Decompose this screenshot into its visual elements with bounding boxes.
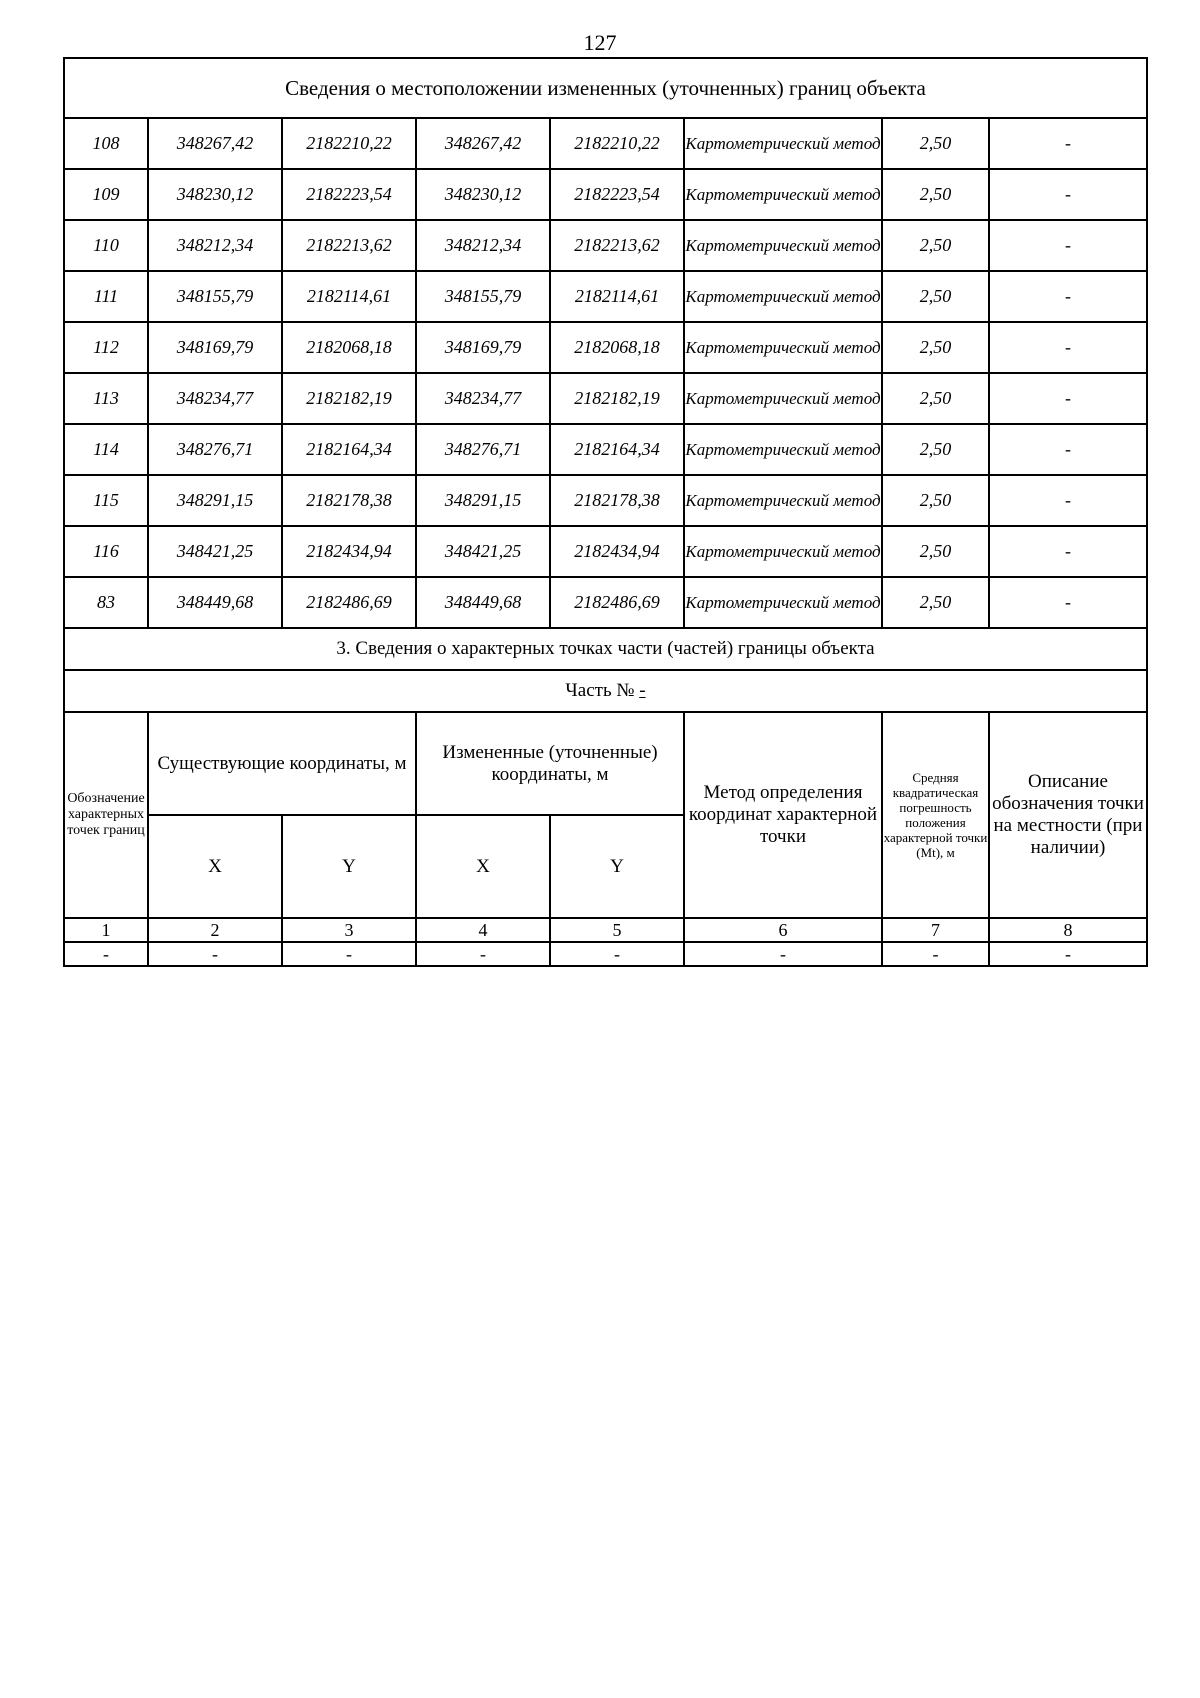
table-row [64, 373, 1147, 424]
changed-y: 2182213,62 [550, 220, 684, 271]
existing-x: 348449,68 [148, 577, 282, 628]
description-cell: - [989, 475, 1147, 526]
column-number: 2 [148, 918, 282, 942]
description-cell: - [989, 526, 1147, 577]
changed-x: 348212,34 [416, 220, 550, 271]
changed-x: 348234,77 [416, 373, 550, 424]
empty-cell: - [148, 942, 282, 966]
method-cell: Картометрический метод [684, 220, 882, 271]
point-id: 83 [64, 577, 148, 628]
column-number: 8 [989, 918, 1147, 942]
method-cell: Картометрический метод [684, 373, 882, 424]
error-cell: 2,50 [882, 220, 989, 271]
method-cell: Картометрический метод [684, 577, 882, 628]
header-changed-coords: Измененные (уточненные) координаты, м [416, 712, 684, 815]
header-method: Метод определения координат характерной точки [684, 712, 882, 918]
changed-y: 2182164,34 [550, 424, 684, 475]
column-number: 3 [282, 918, 416, 942]
point-id: 113 [64, 373, 148, 424]
description-cell: - [989, 322, 1147, 373]
changed-x: 348449,68 [416, 577, 550, 628]
method-cell: Картометрический метод [684, 475, 882, 526]
error-cell: 2,50 [882, 169, 989, 220]
error-cell: 2,50 [882, 373, 989, 424]
existing-y: 2182164,34 [282, 424, 416, 475]
method-cell: Картометрический метод [684, 322, 882, 373]
header-existing-coords: Существующие координаты, м [148, 712, 416, 815]
method-cell: Картометрический метод [684, 271, 882, 322]
header-description: Описание обозначения точки на местности (при наличии) [989, 712, 1147, 918]
changed-y: 2182114,61 [550, 271, 684, 322]
coordinates-table [63, 57, 1148, 967]
header-row [64, 712, 1147, 815]
description-cell: - [989, 169, 1147, 220]
existing-y: 2182178,38 [282, 475, 416, 526]
existing-x: 348169,79 [148, 322, 282, 373]
error-cell: 2,50 [882, 526, 989, 577]
header-error: Средняя квадратическая погрешность положения характерной точки (Mt), м [882, 712, 989, 918]
section-title-row [64, 628, 1147, 670]
changed-y: 2182178,38 [550, 475, 684, 526]
existing-x: 348234,77 [148, 373, 282, 424]
table-title-row [64, 58, 1147, 118]
existing-y: 2182182,19 [282, 373, 416, 424]
changed-x: 348169,79 [416, 322, 550, 373]
empty-cell: - [989, 942, 1147, 966]
changed-x: 348276,71 [416, 424, 550, 475]
changed-y: 2182486,69 [550, 577, 684, 628]
empty-cell: - [550, 942, 684, 966]
changed-x: 348291,15 [416, 475, 550, 526]
existing-y: 2182068,18 [282, 322, 416, 373]
column-number: 7 [882, 918, 989, 942]
method-cell: Картометрический метод [684, 526, 882, 577]
column-number: 6 [684, 918, 882, 942]
point-id: 112 [64, 322, 148, 373]
column-number: 4 [416, 918, 550, 942]
existing-y: 2182434,94 [282, 526, 416, 577]
header-y-existing: Y [282, 815, 416, 918]
existing-y: 2182486,69 [282, 577, 416, 628]
point-id: 115 [64, 475, 148, 526]
changed-x: 348267,42 [416, 118, 550, 169]
error-cell: 2,50 [882, 475, 989, 526]
existing-x: 348276,71 [148, 424, 282, 475]
empty-cell: - [64, 942, 148, 966]
description-cell: - [989, 577, 1147, 628]
description-cell: - [989, 118, 1147, 169]
table-row [64, 942, 1147, 966]
method-cell: Картометрический метод [684, 118, 882, 169]
part-value: - [639, 680, 646, 701]
existing-x: 348212,34 [148, 220, 282, 271]
changed-y: 2182210,22 [550, 118, 684, 169]
column-number: 5 [550, 918, 684, 942]
changed-x: 348230,12 [416, 169, 550, 220]
description-cell: - [989, 271, 1147, 322]
point-id: 114 [64, 424, 148, 475]
changed-y: 2182434,94 [550, 526, 684, 577]
existing-x: 348267,42 [148, 118, 282, 169]
table-row [64, 322, 1147, 373]
description-cell: - [989, 424, 1147, 475]
section-title: 3. Сведения о характерных точках части (частей) границы объекта [64, 628, 1147, 670]
changed-y: 2182068,18 [550, 322, 684, 373]
page-number: 127 [583, 30, 617, 55]
header-y-changed: Y [550, 815, 684, 918]
existing-y: 2182114,61 [282, 271, 416, 322]
column-numbers-row [64, 918, 1147, 942]
table-row [64, 271, 1147, 322]
existing-x: 348230,12 [148, 169, 282, 220]
table-row [64, 475, 1147, 526]
point-id: 111 [64, 271, 148, 322]
table-row [64, 577, 1147, 628]
existing-y: 2182223,54 [282, 169, 416, 220]
part-cell [64, 670, 1147, 712]
column-number: 1 [64, 918, 148, 942]
description-cell: - [989, 373, 1147, 424]
method-cell: Картометрический метод [684, 169, 882, 220]
changed-x: 348421,25 [416, 526, 550, 577]
error-cell: 2,50 [882, 577, 989, 628]
point-id: 108 [64, 118, 148, 169]
changed-x: 348155,79 [416, 271, 550, 322]
header-x-changed: X [416, 815, 550, 918]
point-id: 110 [64, 220, 148, 271]
empty-cell: - [684, 942, 882, 966]
changed-y: 2182223,54 [550, 169, 684, 220]
description-cell: - [989, 220, 1147, 271]
error-cell: 2,50 [882, 322, 989, 373]
error-cell: 2,50 [882, 271, 989, 322]
table-title: Сведения о местоположении измененных (уточненных) границ объекта [64, 58, 1147, 118]
header-x-existing: X [148, 815, 282, 918]
error-cell: 2,50 [882, 424, 989, 475]
existing-y: 2182210,22 [282, 118, 416, 169]
point-id: 109 [64, 169, 148, 220]
header-point-designation: Обозначение характерных точек границ [64, 712, 148, 918]
table-row [64, 220, 1147, 271]
existing-x: 348155,79 [148, 271, 282, 322]
changed-y: 2182182,19 [550, 373, 684, 424]
table-row [64, 118, 1147, 169]
existing-y: 2182213,62 [282, 220, 416, 271]
method-cell: Картометрический метод [684, 424, 882, 475]
table-row [64, 169, 1147, 220]
table-row [64, 526, 1147, 577]
table-row [64, 424, 1147, 475]
empty-cell: - [882, 942, 989, 966]
empty-cell: - [416, 942, 550, 966]
point-id: 116 [64, 526, 148, 577]
existing-x: 348421,25 [148, 526, 282, 577]
part-row [64, 670, 1147, 712]
part-label: Часть № [565, 680, 635, 701]
existing-x: 348291,15 [148, 475, 282, 526]
empty-cell: - [282, 942, 416, 966]
error-cell: 2,50 [882, 118, 989, 169]
